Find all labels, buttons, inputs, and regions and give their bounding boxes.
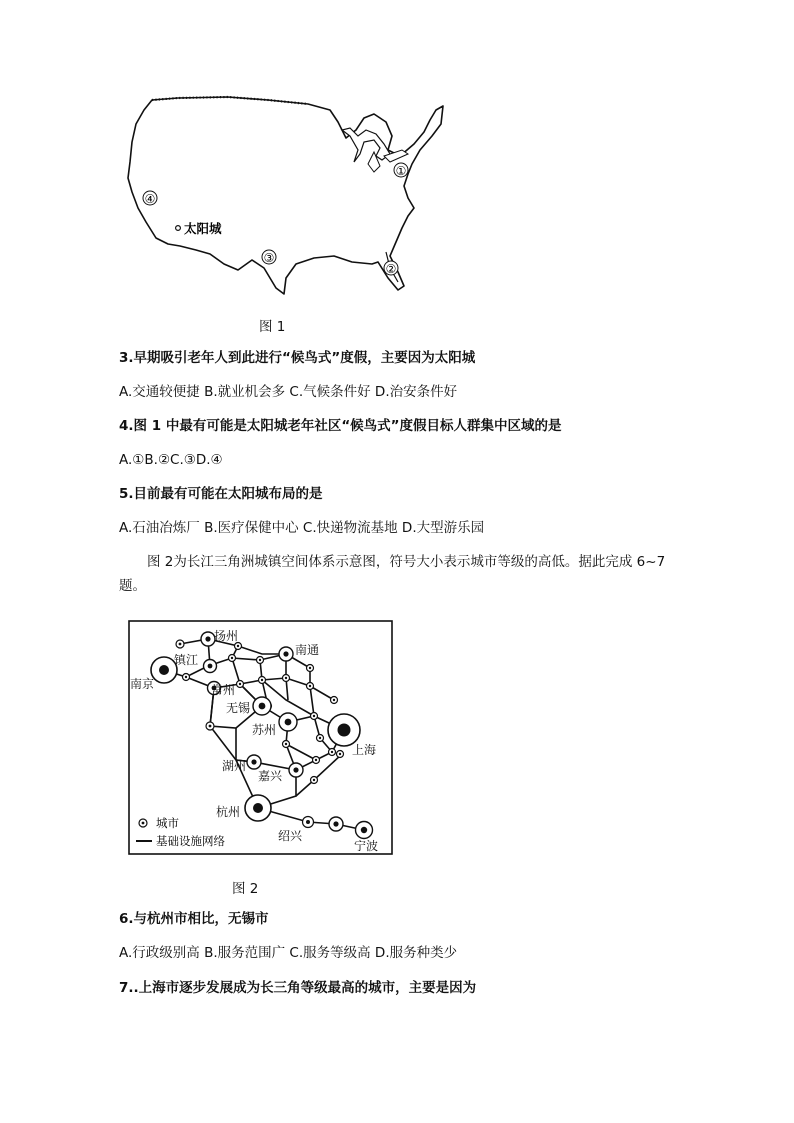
- mark-4: ④: [144, 192, 156, 206]
- label-nanjing: 南京: [130, 677, 155, 691]
- sun-city-dot: [176, 226, 181, 231]
- label-huzhou: 湖州: [222, 759, 247, 773]
- mark-1: ①: [395, 164, 407, 178]
- label-yangzhou: 扬州: [214, 629, 239, 643]
- label-ningbo: 宁波: [354, 839, 379, 853]
- sun-city-label: 太阳城: [184, 221, 222, 236]
- label-wuxi: 无锡: [226, 701, 251, 715]
- label-shaoxing: 绍兴: [278, 829, 303, 843]
- label-shanghai: 上海: [352, 743, 377, 757]
- yrd-network-figure: [128, 620, 394, 856]
- us-map-figure: [118, 92, 448, 302]
- mark-3: ③: [263, 251, 275, 265]
- label-zhenjiang: 镇江: [174, 653, 199, 667]
- figure1-caption: 图 1: [259, 319, 286, 335]
- label-jiaxing: 嘉兴: [258, 769, 283, 783]
- label-hangzhou: 杭州: [216, 805, 241, 819]
- legend-network-label: 基础设施网络: [156, 834, 225, 848]
- q4-stem: 4.图 1 中最有可能是太阳城老年社区“候鸟式”度假目标人群集中区域的是: [119, 418, 562, 434]
- q4-options: A.①B.②C.③D.④: [119, 452, 223, 468]
- figure2-caption: 图 2: [232, 881, 259, 897]
- label-suzhou: 苏州: [252, 723, 277, 737]
- q5-options: A.石油冶炼厂 B.医疗保健中心 C.快递物流基地 D.大型游乐园: [119, 520, 485, 536]
- q5-stem: 5.目前最有可能在太阳城布局的是: [119, 486, 323, 502]
- q6-options: A.行政级别高 B.服务范围广 C.服务等级高 D.服务种类少: [119, 945, 458, 961]
- q6-stem: 6.与杭州市相比，无锡市: [119, 911, 269, 927]
- legend-city-label: 城市: [156, 816, 179, 830]
- label-changzhou: 常州: [211, 683, 236, 697]
- label-nantong: 南通: [295, 643, 320, 657]
- q3-options: A.交通较便捷 B.就业机会多 C.气候条件好 D.治安条件好: [119, 384, 458, 400]
- mark-2: ②: [385, 262, 397, 276]
- intro-paragraph: 图 2为长江三角洲城镇空间体系示意图，符号大小表示城市等级的高低。据此完成 6~7 题。: [119, 554, 666, 594]
- q7-stem: 7..上海市逐步发展成为长三角等级最高的城市，主要是因为: [119, 980, 477, 996]
- q3-stem: 3.早期吸引老年人到此进行“候鸟式”度假，主要因为太阳城: [119, 350, 476, 366]
